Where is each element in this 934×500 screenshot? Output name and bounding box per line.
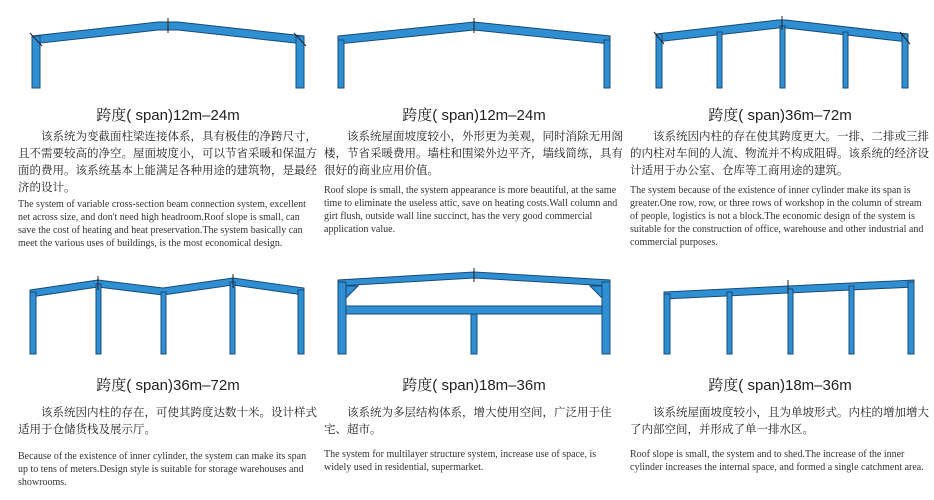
description-cn: 该系统屋面坡度较小，且为单坡形式。内柱的增加增大了内部空间，并形成了单一排水区。 (630, 405, 929, 436)
system-card-4 (18, 268, 318, 500)
system-card-1 (18, 0, 318, 270)
description-en: The system for multilayer structure system, increase use of space, is widely used in residential, supermarket. (324, 449, 597, 473)
description-en: The system of variable cross-section beam connection system, excellent net across size, and don't need high headroom.Roof slope is small, can save the cost of heating and heat preservation.The system basically can meet the various uses of buildings, is the most economical design. (18, 199, 306, 249)
system-card-5 (324, 268, 624, 500)
frame-diagram-variable-section (18, 0, 318, 92)
description-en: Roof slope is small, the system appearance is more beautiful, at the same time to eliminate the useless attic, save on heating costs.Wall column and girt flush, outside wall line succinct, has the very good commercial application value. (324, 185, 618, 235)
span-title: 跨度( span)18m–36m (708, 377, 852, 394)
frame-diagram-flush-wall (324, 0, 624, 92)
system-card-6 (630, 268, 930, 500)
system-card-2 (324, 0, 624, 270)
span-title: 跨度( span)36m–72m (96, 377, 240, 394)
description-cn: 该系统屋面坡度较小，外形更为美观，同时消除无用阁楼，节省采暖费用。墙柱和围梁外边平齐，墙线简练，具有很好的商业应用价值。 (324, 129, 623, 177)
span-title: 跨度( span)18m–36m (402, 377, 546, 394)
frame-diagram-multi-span (630, 0, 930, 92)
description-cn: 该系统因内柱的存在，可使其跨度达数十米。设计样式适用于仓储货栈及展示厅。 (18, 405, 317, 436)
frame-diagram-multi-bay (18, 268, 318, 360)
frame-diagram-multilayer (324, 268, 624, 360)
frame-diagram-single-slope (630, 268, 930, 360)
span-title: 跨度( span)12m–24m (96, 107, 240, 124)
description-en: Roof slope is small, the system and to shed.The increase of the inner cylinder increases the internal space, and formed a single catchment area. (630, 449, 924, 473)
span-title: 跨度( span)12m–24m (402, 107, 546, 124)
description-en: Because of the existence of inner cylinder, the system can make its span up to tens of meters.Design style is suitable for storage warehouses and showrooms. (18, 451, 307, 488)
description-cn: 该系统因内柱的存在使其跨度更大。一排、二排或三排的内柱对车间的人流、物流并不构成阻碍。该系统的经济设计适用于办公室、仓库等工商用途的建筑。 (630, 129, 929, 177)
system-card-3 (630, 0, 930, 270)
description-en: The system because of the existence of inner cylinder make its span is greater.One row, row, or three rows of workshop in the column of stream of people, logistics is not a block.The economic design of the system is suitable for the construction of office, warehouse and other industrial and commercial purposes. (630, 185, 924, 248)
span-title: 跨度( span)36m–72m (708, 107, 852, 124)
description-cn: 该系统为多层结构体系，增大使用空间，广泛用于住宅、超市。 (324, 405, 612, 436)
description-cn: 该系统为变截面柱梁连接体系，具有极佳的净跨尺寸，且不需要较高的净空。屋面坡度小，可以节省采暖和保温方面的费用。该系统基本上能满足各种用途的建筑物，是最经济的设计。 (18, 129, 317, 194)
